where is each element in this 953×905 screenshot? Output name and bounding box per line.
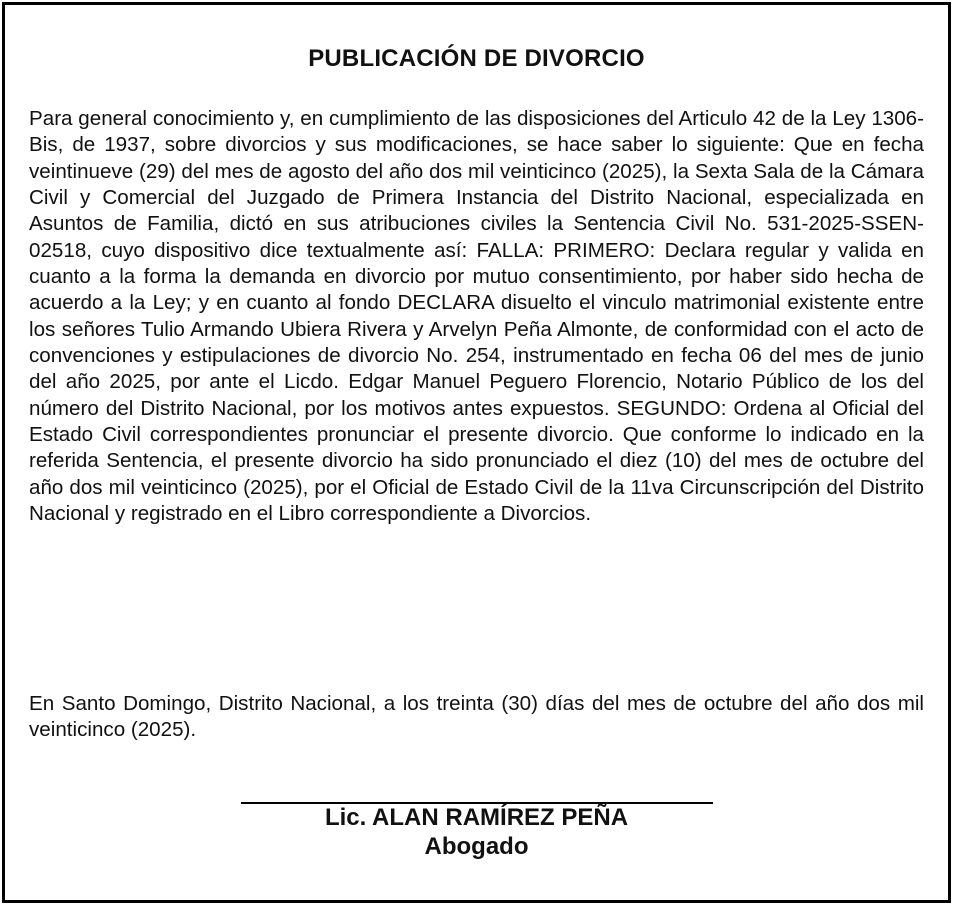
notice-closing: En Santo Domingo, Distrito Nacional, a los treinta (30) días del mes de octubre del año dos mil veinticinco (2025).	[29, 692, 924, 742]
signatory-role: Abogado	[424, 833, 529, 860]
divorce-notice	[2, 2, 951, 903]
notice-title: PUBLICACIÓN DE DIVORCIO	[308, 45, 645, 72]
notice-body: Para general conocimiento y, en cumplimiento de las disposiciones del Articulo 42 de la Ley 1306-Bis, de 1937, sobre divorcios y sus modificaciones, se hace saber lo siguiente: Que en fecha veintinueve (29) del mes de agosto del año dos mil veinticinco (2025), la Sexta Sala de la Cámara Civil y Comercial del Juzgado de Primera Instancia del Distrito Nacional, especializada en Asuntos de Familia, dictó en sus atribuciones civiles la Sentencia Civil No. 531-2025-SSEN-02518, cuyo dispositivo dice textualmente así: FALLA: PRIMERO: Declara regular y valida en cuanto a la forma la demanda en divorcio por mutuo consentimiento, por haber sido hecha de acuerdo a la Ley; y en cuanto al fondo DECLARA disuelto el vinculo matrimonial existente entre los señores Tulio Armando Ubiera Rivera y Arvelyn Peña Almonte, de conformidad con el acto de convenciones y estipulaciones de divorcio No. 254, instrumentado en fecha 06 del mes de junio del año 2025, por ante el Licdo. Edgar Manuel Peguero Florencio, Notario Público de los del número del Distrito Nacional, por los motivos antes expuestos. SEGUNDO: Ordena al Oficial del Estado Civil correspondientes pronunciar el presente divorcio. Que conforme lo indicado en la referida Sentencia, el presente divorcio ha sido pronunciado el diez (10) del mes de octubre del año dos mil veinticinco (2025), por el Oficial de Estado Civil de la 11va Circunscripción del Distrito Nacional y registrado en el Libro correspondiente a Divorcios.	[29, 107, 924, 526]
signatory-name: Lic. ALAN RAMÍREZ PEÑA	[324, 804, 629, 831]
